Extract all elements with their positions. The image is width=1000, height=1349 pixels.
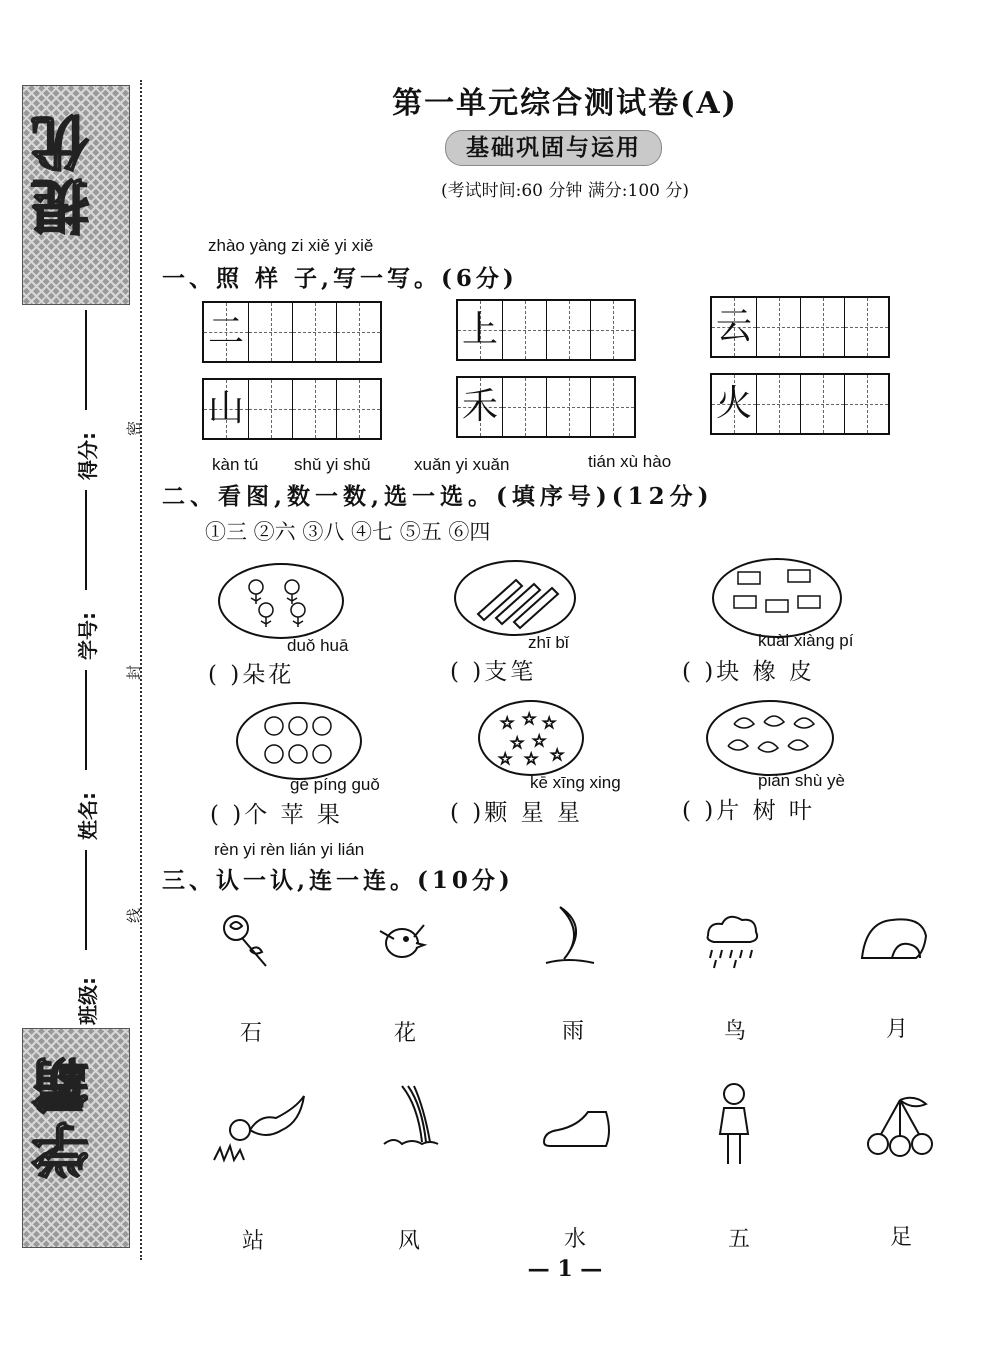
q2-pinyin: tián xù hào — [588, 452, 672, 471]
q3-pinyin: rèn yi rèn lián yi lián — [214, 840, 365, 859]
number-options: ①三 ②六 ③八 ④七 ⑤五 ⑥四 — [205, 520, 491, 544]
answer-blank-stars[interactable]: ( )颗 星 星 — [450, 800, 583, 826]
answer-blank-erasers[interactable]: ( )块 橡 皮 — [682, 659, 815, 685]
apples-picture — [236, 702, 362, 780]
rain-picture[interactable] — [700, 910, 764, 974]
item-pinyin: kuài xiàng pí — [758, 631, 854, 650]
moon-picture[interactable] — [540, 903, 600, 973]
brand-text-bottom: 学霸 — [31, 1051, 99, 1179]
item-pinyin: zhī bǐ — [528, 633, 569, 652]
item-pinyin: gè píng guǒ — [290, 775, 380, 794]
word-row2[interactable]: 水 — [564, 1227, 587, 1252]
writing-grid[interactable] — [456, 299, 636, 361]
svg-text:☆: ☆ — [500, 713, 515, 732]
score-label: 得分: — [76, 432, 100, 480]
leaves-picture — [706, 700, 834, 776]
foot-picture[interactable] — [538, 1108, 614, 1156]
writing-grid[interactable] — [456, 376, 636, 438]
word-row1[interactable]: 雨 — [562, 1019, 585, 1044]
word-row2[interactable]: 风 — [398, 1229, 421, 1254]
writing-grid[interactable] — [202, 301, 382, 363]
page-number: — 1 — — [527, 1256, 603, 1282]
writing-grid[interactable] — [710, 296, 890, 358]
divider-line — [85, 850, 87, 950]
divider-line — [85, 670, 87, 770]
sample-char: 山 — [207, 388, 244, 429]
student-id-label: 学号: — [76, 612, 100, 660]
cherries-picture[interactable] — [864, 1096, 936, 1162]
divider-line — [85, 490, 87, 590]
q1-title: 一、照 样 子,写一写。(6分) — [162, 265, 518, 292]
page-title: 第一单元综合测试卷(A) — [392, 86, 738, 121]
word-row2[interactable]: 足 — [890, 1225, 913, 1250]
seal-char-xian: 线 — [125, 907, 144, 924]
svg-text:☆: ☆ — [550, 745, 565, 764]
q2-title: 二、看图,数一数,选一选。(填序号)(12分) — [162, 483, 714, 510]
answer-blank-apples[interactable]: ( )个 苹 果 — [210, 802, 343, 828]
class-label: 班级: — [76, 977, 100, 1025]
divider-line — [85, 310, 87, 410]
q1-pinyin: zhào yàng zi xiě yi xiě — [208, 236, 374, 255]
rose-picture[interactable] — [214, 908, 274, 974]
name-label: 姓名: — [76, 792, 100, 840]
q2-pinyin: kàn tú — [212, 455, 259, 474]
girl-picture[interactable] — [714, 1080, 754, 1176]
writing-grid[interactable] — [710, 373, 890, 435]
q2-pinyin: shǔ yi shǔ — [294, 455, 371, 474]
sample-char: 禾 — [461, 386, 498, 427]
word-row1[interactable]: 石 — [240, 1021, 263, 1046]
word-row1[interactable]: 月 — [886, 1017, 909, 1042]
item-pinyin: piàn shù yè — [758, 771, 845, 790]
brand-badge-bottom — [22, 1028, 130, 1248]
answer-blank-flowers[interactable]: ( )朵花 — [208, 662, 295, 688]
waterfall-picture[interactable] — [380, 1082, 442, 1156]
q2-pinyin: xuǎn yi xuǎn — [414, 455, 510, 474]
svg-text:☆: ☆ — [542, 713, 557, 732]
writing-grid[interactable] — [202, 378, 382, 440]
q3-title: 三、认一认,连一连。(10分) — [162, 867, 514, 894]
stone-grass-picture[interactable] — [210, 1090, 306, 1168]
answer-blank-leaves[interactable]: ( )片 树 叶 — [682, 798, 815, 824]
word-row1[interactable]: 花 — [394, 1021, 417, 1046]
seal-char-mi: 密 — [125, 420, 144, 437]
seal-char-feng: 封 — [125, 664, 144, 681]
rock-picture[interactable] — [858, 910, 930, 966]
item-pinyin: duǒ huā — [287, 636, 349, 655]
bird-picture[interactable] — [372, 915, 436, 971]
stars-picture — [478, 700, 584, 776]
svg-text:☆: ☆ — [510, 733, 525, 752]
svg-text:☆: ☆ — [524, 749, 539, 768]
flowers-picture — [218, 563, 344, 639]
item-pinyin: kē xīng xing — [530, 773, 621, 792]
word-row2[interactable]: 五 — [728, 1227, 751, 1252]
sample-char: 上 — [461, 309, 498, 350]
sample-char: 二 — [207, 311, 244, 352]
sample-char: 火 — [715, 383, 752, 424]
answer-blank-pens[interactable]: ( )支笔 — [450, 659, 537, 685]
pens-picture — [454, 560, 576, 636]
word-row1[interactable]: 鸟 — [724, 1019, 747, 1044]
svg-text:☆: ☆ — [532, 731, 547, 750]
subtitle-badge: 基础巩固与运用 — [445, 130, 662, 166]
exam-info: (考试时间:60 分钟 满分:100 分) — [440, 181, 689, 201]
erasers-picture — [712, 558, 842, 638]
brand-text-top: 提优 — [31, 108, 99, 236]
word-row2[interactable]: 站 — [242, 1229, 265, 1254]
sample-char: 云 — [715, 306, 752, 347]
svg-text:☆: ☆ — [498, 749, 513, 768]
svg-text:☆: ☆ — [522, 709, 537, 728]
